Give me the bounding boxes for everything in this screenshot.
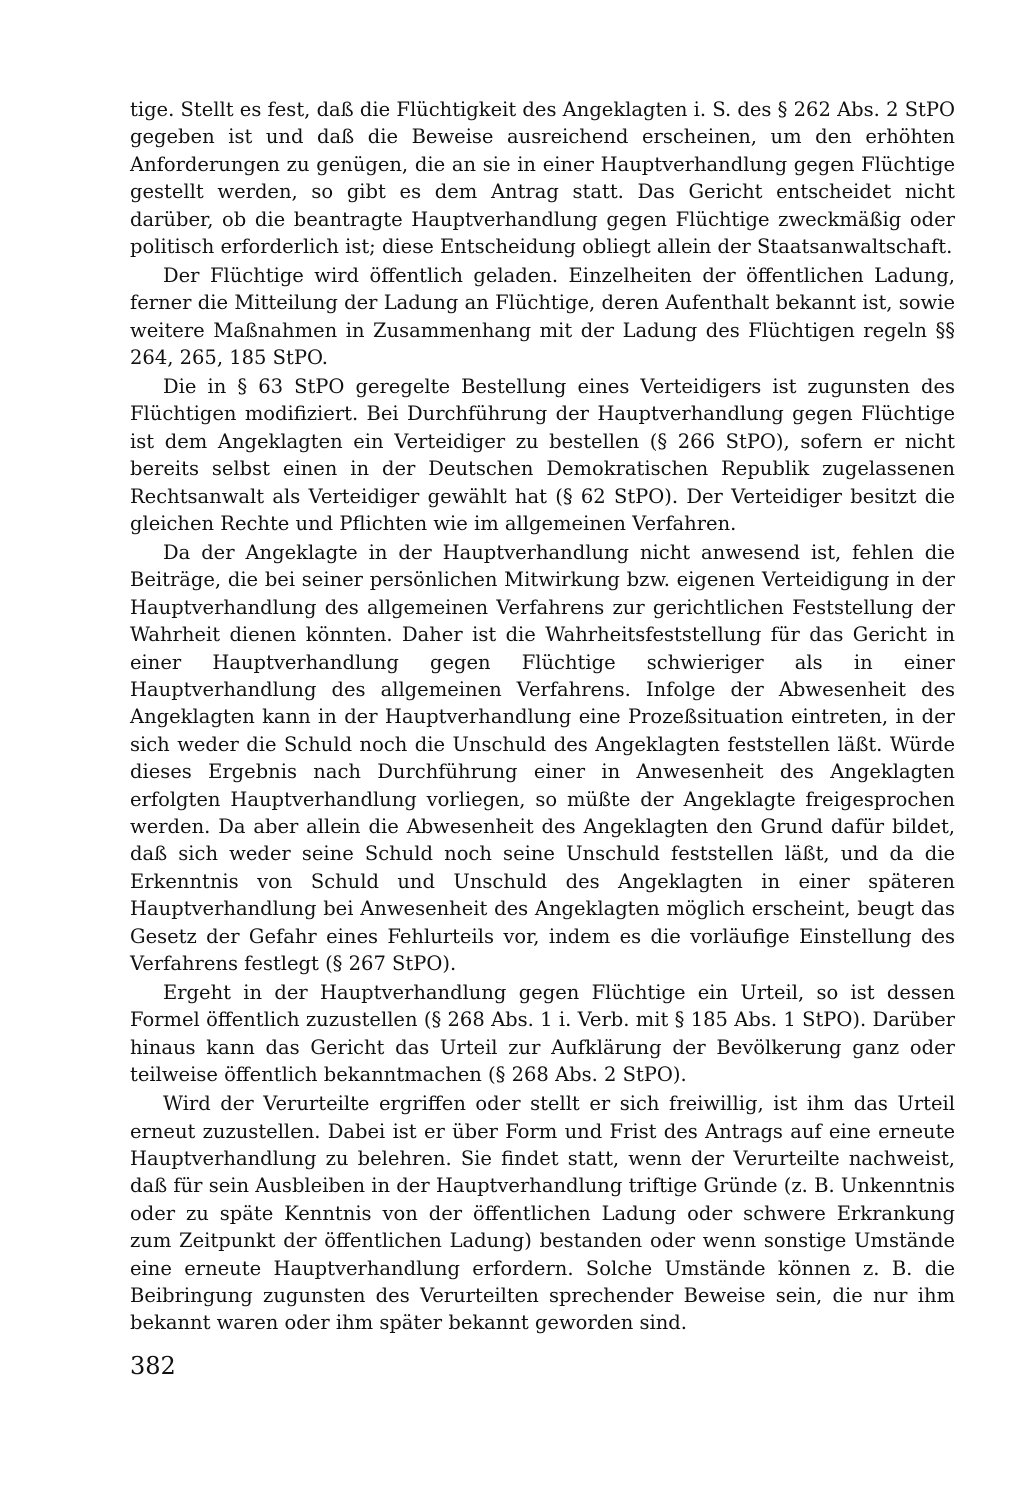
paragraph-retrial: Wird der Verurteilte ergriffen oder stellt er sich freiwillig, ist ihm das Urteil erneut zuzustellen. Dabei ist er über Form und Frist des Antrags auf eine erneute Hauptverhandlung zu belehren. Sie findet statt, wenn der Verurteilte nachweist, daß für sein Ausbleiben in der Hauptverhandlung triftige Gründe (z. B. Unkenntnis oder zu späte Kenntnis von der öffentlichen Ladung oder schwere Erkrankung zum Zeitpunkt der öffentlichen Ladung) bestanden oder wenn sonstige Umstände eine erneute Hauptverhandlung erfordern. Solche Umstände können z. B. die Beibringung zugunsten des Verurteilten sprechender Beweise sein, die nur ihm bekannt waren oder ihm später bekannt geworden sind. <box>130 1092 955 1335</box>
paragraph-judgment-service: Ergeht in der Hauptverhandlung gegen Flüchtige ein Urteil, so ist dessen Formel öffentlich zuzustellen (§ 268 Abs. 1 i. Verb. mit § 185 Abs. 1 StPO). Darüber hinaus kann das Gericht das Urteil zur Aufklärung der Bevölkerung ganz oder teilweise öffentlich bekanntmachen (§ 268 Abs. 2 StPO). <box>130 981 955 1087</box>
body-text <box>130 96 955 1338</box>
paragraph-public-summons: Der Flüchtige wird öffentlich geladen. Einzelheiten der öffentlichen Ladung, ferner die Mitteilung der Ladung an Flüchtige, deren Aufenthalt bekannt ist, sowie weitere Maßnahmen in Zusammenhang mit der Ladung des Flüchtigen regeln §§ 264, 265, 185 StPO. <box>130 263 955 370</box>
paragraph-continuation: tige. Stellt es fest, daß die Flüchtigkeit des Angeklagten i. S. des § 262 Abs. 2 StPO gegeben ist und daß die Beweise ausreichend erscheinen, um den erhöhten Anforderungen zu genügen, die an sie in einer Hauptverhandlung gegen Flüchtige gestellt werden, so gibt es dem Antrag statt. Das Gericht entscheidet nicht darüber, ob die beantragte Hauptverhandlung gegen Flüchtige zweckmäßig oder politisch erforderlich ist; diese Entscheidung obliegt allein der Staatsanwaltschaft. <box>130 98 955 259</box>
paragraph-truth-finding: Da der Angeklagte in der Hauptverhandlung nicht anwesend ist, fehlen die Beiträge, die bei seiner persönlichen Mitwirkung bzw. eigenen Verteidigung in der Hauptverhandlung des allgemeinen Verfahrens zur gerichtlichen Feststellung der Wahrheit dienen könnten. Daher ist die Wahrheitsfeststellung für das Gericht in einer Hauptverhandlung gegen Flüchtige schwieriger als in einer Hauptverhandlung des allgemeinen Verfahrens. Infolge der Abwesenheit des Angeklagten kann in der Hauptverhandlung eine Prozeßsituation eintreten, in der sich weder die Schuld noch die Unschuld des Angeklagten feststellen läßt. Würde dieses Ergebnis nach Durchführung einer in Anwesenheit des Angeklagten erfolgten Hauptverhandlung vorliegen, so müßte der Angeklagte freigesprochen werden. Da aber allein die Abwesenheit des Angeklagten den Grund dafür bildet, daß sich weder seine Schuld noch seine Unschuld feststellen läßt, und da die Erkenntnis von Schuld und Unschuld des Angeklagten in einer späteren Hauptverhandlung bei Anwesenheit des Angeklagten möglich erscheint, beugt das Gesetz der Gefahr eines Fehlurteils vor, indem es die vorläufige Einstellung des Verfahrens festlegt (§ 267 StPO). <box>130 541 955 976</box>
page-number: 382 <box>130 1352 176 1380</box>
paragraph-defender: Die in § 63 StPO geregelte Bestellung eines Verteidigers ist zugunsten des Flüchtigen modifiziert. Bei Durchführung der Hauptverhandlung gegen Flüchtige ist dem Angeklagten ein Verteidiger zu bestellen (§ 266 StPO), sofern er nicht bereits selbst einen in der Deutschen Demokratischen Republik zugelassenen Rechtsanwalt als Verteidiger gewählt hat (§ 62 StPO). Der Verteidiger besitzt die gleichen Rechte und Pflichten wie im allgemeinen Verfahren. <box>130 375 955 536</box>
